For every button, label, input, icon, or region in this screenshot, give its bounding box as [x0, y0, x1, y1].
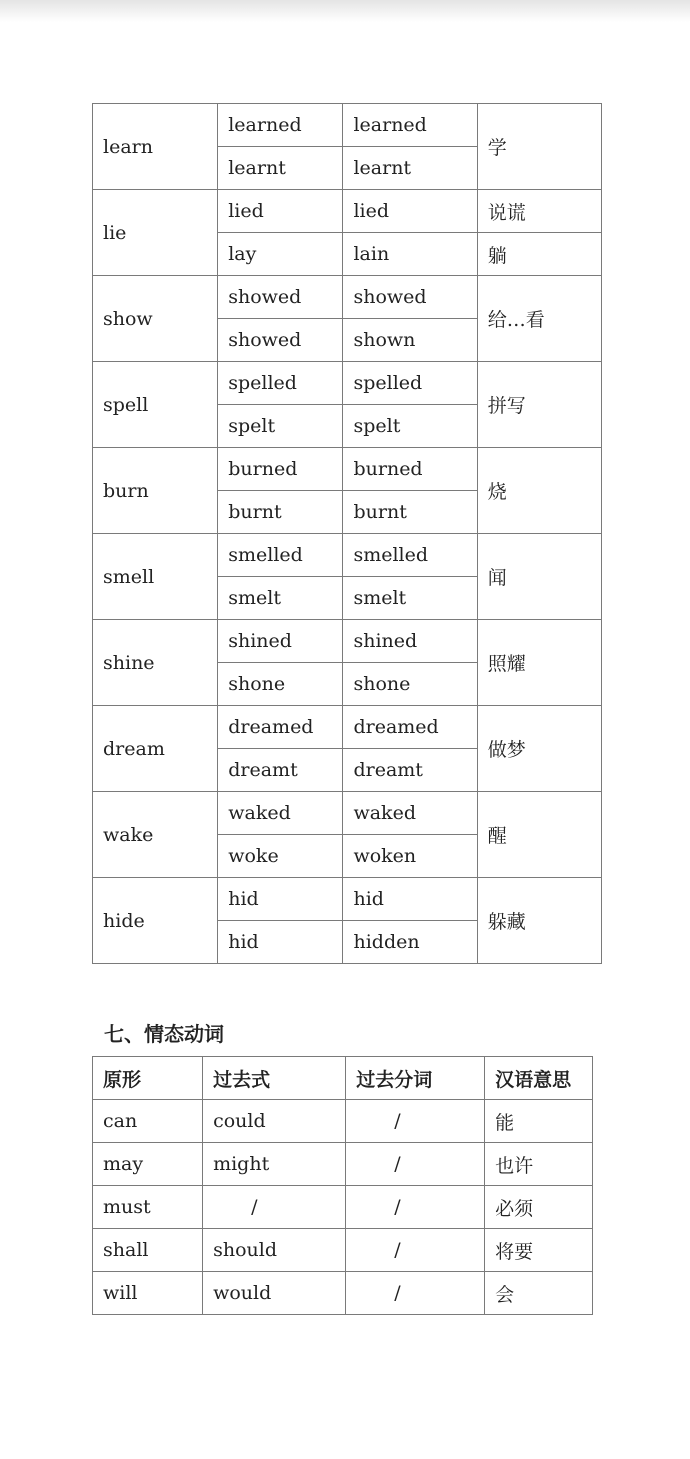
verb-meaning: 闻 — [477, 534, 601, 620]
table-row — [93, 792, 602, 835]
table-row — [93, 1143, 593, 1186]
modal-past-tense: should — [203, 1229, 346, 1272]
modal-past-tense: / — [203, 1186, 346, 1229]
verb-past-participle: shone — [343, 663, 477, 706]
modal-meaning: 也许 — [485, 1143, 593, 1186]
modal-verb-table — [92, 1056, 593, 1315]
verb-base-form: dream — [93, 706, 218, 792]
verb-past-tense: lied — [218, 190, 343, 233]
irregular-verb-table — [92, 103, 602, 964]
verb-past-participle: lied — [343, 190, 477, 233]
table-header-row — [93, 1057, 593, 1100]
modal-base-form: will — [93, 1272, 203, 1315]
verb-past-tense: spelled — [218, 362, 343, 405]
modal-base-form: can — [93, 1100, 203, 1143]
modal-past-tense: might — [203, 1143, 346, 1186]
verb-past-participle: hid — [343, 878, 477, 921]
verb-past-participle: dreamt — [343, 749, 477, 792]
verb-meaning: 醒 — [477, 792, 601, 878]
table-row — [93, 104, 602, 147]
verb-past-tense: showed — [218, 276, 343, 319]
verb-past-participle: learnt — [343, 147, 477, 190]
verb-base-form: shine — [93, 620, 218, 706]
verb-base-form: burn — [93, 448, 218, 534]
verb-meaning: 做梦 — [477, 706, 601, 792]
verb-meaning: 照耀 — [477, 620, 601, 706]
modal-meaning: 必须 — [485, 1186, 593, 1229]
modal-past-participle: / — [346, 1229, 485, 1272]
table-row — [93, 534, 602, 577]
verb-past-tense: dreamt — [218, 749, 343, 792]
modal-meaning: 能 — [485, 1100, 593, 1143]
verb-past-participle: dreamed — [343, 706, 477, 749]
column-header: 原形 — [93, 1057, 203, 1100]
verb-base-form: spell — [93, 362, 218, 448]
verb-past-participle: smelt — [343, 577, 477, 620]
verb-past-tense: spelt — [218, 405, 343, 448]
verb-meaning: 说谎 — [477, 190, 601, 233]
verb-past-participle: shown — [343, 319, 477, 362]
modal-meaning: 会 — [485, 1272, 593, 1315]
table-row — [93, 706, 602, 749]
top-shadow — [0, 0, 690, 22]
verb-past-participle: burnt — [343, 491, 477, 534]
verb-past-tense: shone — [218, 663, 343, 706]
verb-base-form: wake — [93, 792, 218, 878]
column-header: 汉语意思 — [485, 1057, 593, 1100]
verb-base-form: lie — [93, 190, 218, 276]
table-row — [93, 878, 602, 921]
verb-past-tense: burned — [218, 448, 343, 491]
verb-meaning: 躺 — [477, 233, 601, 276]
verb-past-participle: waked — [343, 792, 477, 835]
modal-base-form: must — [93, 1186, 203, 1229]
table-row — [93, 1186, 593, 1229]
verb-meaning: 拼写 — [477, 362, 601, 448]
verb-past-tense: woke — [218, 835, 343, 878]
verb-past-participle: woken — [343, 835, 477, 878]
modal-past-participle: / — [346, 1143, 485, 1186]
verb-past-participle: spelt — [343, 405, 477, 448]
verb-past-participle: smelled — [343, 534, 477, 577]
verb-past-tense: showed — [218, 319, 343, 362]
verb-past-tense: burnt — [218, 491, 343, 534]
verb-past-participle: learned — [343, 104, 477, 147]
table-row — [93, 1100, 593, 1143]
verb-past-tense: dreamed — [218, 706, 343, 749]
verb-past-tense: learned — [218, 104, 343, 147]
verb-past-participle: hidden — [343, 921, 477, 964]
table-row — [93, 190, 602, 233]
modal-base-form: shall — [93, 1229, 203, 1272]
verb-base-form: learn — [93, 104, 218, 190]
column-header: 过去分词 — [346, 1057, 485, 1100]
verb-past-tense: waked — [218, 792, 343, 835]
verb-past-tense: hid — [218, 878, 343, 921]
table-row — [93, 276, 602, 319]
column-header: 过去式 — [203, 1057, 346, 1100]
table-row — [93, 1229, 593, 1272]
verb-base-form: hide — [93, 878, 218, 964]
modal-past-participle: / — [346, 1100, 485, 1143]
modal-base-form: may — [93, 1143, 203, 1186]
verb-meaning: 烧 — [477, 448, 601, 534]
table-row — [93, 362, 602, 405]
table-row — [93, 1272, 593, 1315]
verb-meaning: 给…看 — [477, 276, 601, 362]
modal-meaning: 将要 — [485, 1229, 593, 1272]
section-title: 七、情态动词 — [104, 1022, 224, 1046]
verb-past-participle: showed — [343, 276, 477, 319]
verb-past-participle: lain — [343, 233, 477, 276]
table-row — [93, 448, 602, 491]
verb-past-tense: hid — [218, 921, 343, 964]
verb-past-tense: smelt — [218, 577, 343, 620]
verb-past-participle: spelled — [343, 362, 477, 405]
modal-past-tense: would — [203, 1272, 346, 1315]
verb-meaning: 躲藏 — [477, 878, 601, 964]
modal-past-participle: / — [346, 1272, 485, 1315]
verb-past-tense: lay — [218, 233, 343, 276]
table-row — [93, 620, 602, 663]
verb-past-tense: smelled — [218, 534, 343, 577]
verb-base-form: smell — [93, 534, 218, 620]
verb-past-participle: burned — [343, 448, 477, 491]
verb-meaning: 学 — [477, 104, 601, 190]
verb-past-participle: shined — [343, 620, 477, 663]
verb-past-tense: learnt — [218, 147, 343, 190]
verb-past-tense: shined — [218, 620, 343, 663]
modal-past-tense: could — [203, 1100, 346, 1143]
verb-base-form: show — [93, 276, 218, 362]
modal-past-participle: / — [346, 1186, 485, 1229]
